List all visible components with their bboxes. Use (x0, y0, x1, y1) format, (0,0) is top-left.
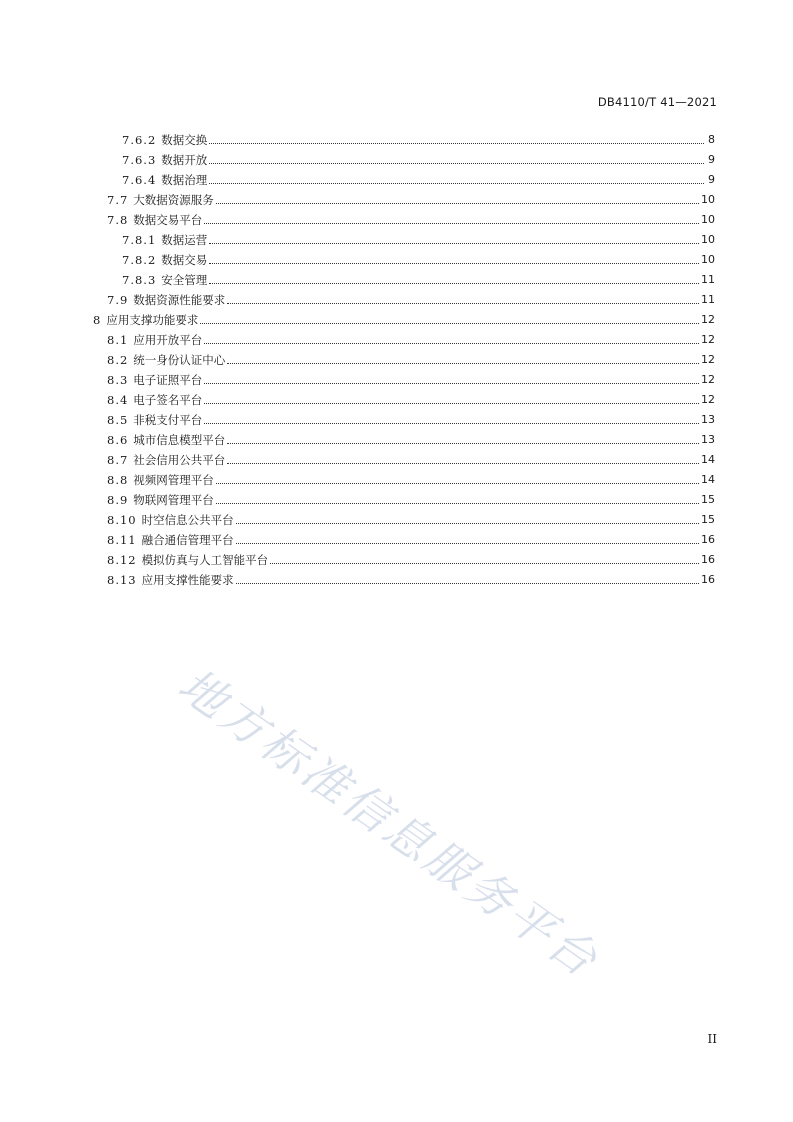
toc-entry-number: 8.13 (107, 573, 137, 587)
toc-entry-title: 数据运营 (161, 233, 208, 247)
toc-dot-leader (216, 503, 699, 504)
toc-entry[interactable] (107, 207, 715, 227)
toc-entry-page: 12 (701, 313, 715, 326)
toc-entry-title: 数据交易平台 (133, 213, 203, 227)
toc-entry-number: 7.8.2 (122, 253, 157, 267)
toc-entry-number: 7.7 (107, 193, 129, 207)
toc-entry[interactable] (107, 407, 715, 427)
toc-entry-number: 8.9 (107, 493, 129, 507)
toc-entry[interactable] (122, 227, 715, 247)
toc-entry-title: 视频网管理平台 (133, 473, 214, 487)
toc-entry[interactable] (107, 507, 715, 527)
toc-dot-leader (236, 543, 699, 544)
toc-entry-page: 14 (701, 473, 715, 486)
toc-entry-number: 8.8 (107, 473, 129, 487)
toc-entry-title: 统一身份认证中心 (133, 353, 226, 367)
toc-entry[interactable] (107, 347, 715, 367)
toc-entry-number: 8.10 (107, 513, 137, 527)
toc-entry-number: 8.1 (107, 333, 129, 347)
toc-entry-title: 模拟仿真与人工智能平台 (141, 553, 269, 567)
toc-entry[interactable] (107, 387, 715, 407)
toc-entry-page: 10 (701, 233, 715, 246)
toc-dot-leader (216, 203, 699, 204)
toc-entry-page: 9 (708, 153, 715, 166)
toc-entry[interactable] (107, 447, 715, 467)
toc-entry-title: 数据交易 (161, 253, 208, 267)
toc-entry-page: 13 (701, 433, 715, 446)
toc-entry-page: 14 (701, 453, 715, 466)
toc-entry-page: 15 (701, 493, 715, 506)
toc-entry-number: 8.7 (107, 453, 129, 467)
toc-entry-number: 8.12 (107, 553, 137, 567)
toc-dot-leader (227, 463, 699, 464)
toc-entry[interactable] (107, 547, 715, 567)
toc-dot-leader (227, 443, 699, 444)
toc-entry[interactable] (107, 327, 715, 347)
toc-dot-leader (209, 143, 704, 144)
toc-entry-title: 物联网管理平台 (133, 493, 214, 507)
toc-entry-title: 应用支撑性能要求 (141, 573, 234, 587)
toc-entry-title: 数据资源性能要求 (133, 293, 226, 307)
toc-dot-leader (204, 423, 699, 424)
toc-entry-number: 7.6.2 (122, 133, 157, 147)
toc-dot-leader (209, 183, 704, 184)
toc-entry-number: 8.4 (107, 393, 129, 407)
toc-entry[interactable] (122, 267, 715, 287)
toc-entry-page: 10 (701, 213, 715, 226)
toc-entry-page: 11 (701, 273, 715, 286)
toc-entry-title: 社会信用公共平台 (133, 453, 226, 467)
toc-dot-leader (204, 223, 699, 224)
toc-entry-title: 数据治理 (161, 173, 208, 187)
toc-dot-leader (204, 383, 699, 384)
toc-entry-page: 10 (701, 253, 715, 266)
toc-entry-title: 城市信息模型平台 (133, 433, 226, 447)
toc-entry-title: 应用开放平台 (133, 333, 203, 347)
toc-entry[interactable] (122, 127, 715, 147)
toc-dot-leader (227, 363, 699, 364)
toc-entry-number: 7.6.4 (122, 173, 157, 187)
toc-entry-number: 7.8 (107, 213, 129, 227)
toc-entry-page: 9 (708, 173, 715, 186)
toc-entry-page: 12 (701, 373, 715, 386)
toc-entry-number: 8.2 (107, 353, 129, 367)
page-number: II (707, 1032, 717, 1046)
toc-entry-page: 12 (701, 353, 715, 366)
toc-entry-number: 8.3 (107, 373, 129, 387)
toc-entry-title: 数据开放 (161, 153, 208, 167)
toc-entry-number: 8 (93, 313, 102, 327)
toc-entry[interactable] (122, 167, 715, 187)
toc-entry-title: 应用支撑功能要求 (106, 313, 199, 327)
toc-dot-leader (236, 583, 699, 584)
toc-entry[interactable] (93, 307, 715, 327)
toc-dot-leader (216, 483, 699, 484)
toc-entry[interactable] (107, 287, 715, 307)
toc-entry-page: 16 (701, 553, 715, 566)
toc-entry-page: 8 (708, 133, 715, 146)
toc-entry[interactable] (107, 187, 715, 207)
toc-entry-title: 数据交换 (161, 133, 208, 147)
toc-dot-leader (200, 323, 699, 324)
toc-entry[interactable] (107, 487, 715, 507)
toc-entry-number: 7.6.3 (122, 153, 157, 167)
toc-entry-number: 7.8.1 (122, 233, 157, 247)
toc-dot-leader (209, 243, 699, 244)
toc-dot-leader (209, 283, 699, 284)
toc-entry-page: 15 (701, 513, 715, 526)
toc-entry-number: 7.8.3 (122, 273, 157, 287)
toc-dot-leader (204, 343, 699, 344)
toc-entry-page: 12 (701, 393, 715, 406)
toc-dot-leader (209, 263, 699, 264)
toc-entry-title: 非税支付平台 (133, 413, 203, 427)
watermark: 地方标准信息服务平台 (168, 657, 610, 989)
toc-entry-page: 12 (701, 333, 715, 346)
toc-dot-leader (270, 563, 699, 564)
toc-entry[interactable] (107, 427, 715, 447)
toc-dot-leader (236, 523, 699, 524)
toc-entry-page: 11 (701, 293, 715, 306)
toc-entry-title: 时空信息公共平台 (141, 513, 234, 527)
toc-entry[interactable] (122, 247, 715, 267)
toc-entry-title: 电子签名平台 (133, 393, 203, 407)
toc-entry[interactable] (107, 467, 715, 487)
toc-entry[interactable] (107, 367, 715, 387)
toc-entry[interactable] (122, 147, 715, 167)
toc-dot-leader (204, 403, 699, 404)
toc-entry-title: 安全管理 (161, 273, 208, 287)
toc-entry[interactable] (107, 527, 715, 547)
toc-entry-title: 大数据资源服务 (133, 193, 214, 207)
toc-entry-number: 7.9 (107, 293, 129, 307)
toc-dot-leader (209, 163, 704, 164)
toc-entry-page: 13 (701, 413, 715, 426)
toc-entry-page: 10 (701, 193, 715, 206)
toc-entry-number: 8.11 (107, 533, 137, 547)
toc-entry-number: 8.6 (107, 433, 129, 447)
toc-entry[interactable] (107, 567, 715, 587)
toc-entry-number: 8.5 (107, 413, 129, 427)
toc-dot-leader (227, 303, 699, 304)
toc-entry-page: 16 (701, 573, 715, 586)
document-code: DB4110/T 41—2021 (597, 95, 717, 109)
toc-entry-page: 16 (701, 533, 715, 546)
toc-entry-title: 融合通信管理平台 (141, 533, 234, 547)
toc-entry-title: 电子证照平台 (133, 373, 203, 387)
